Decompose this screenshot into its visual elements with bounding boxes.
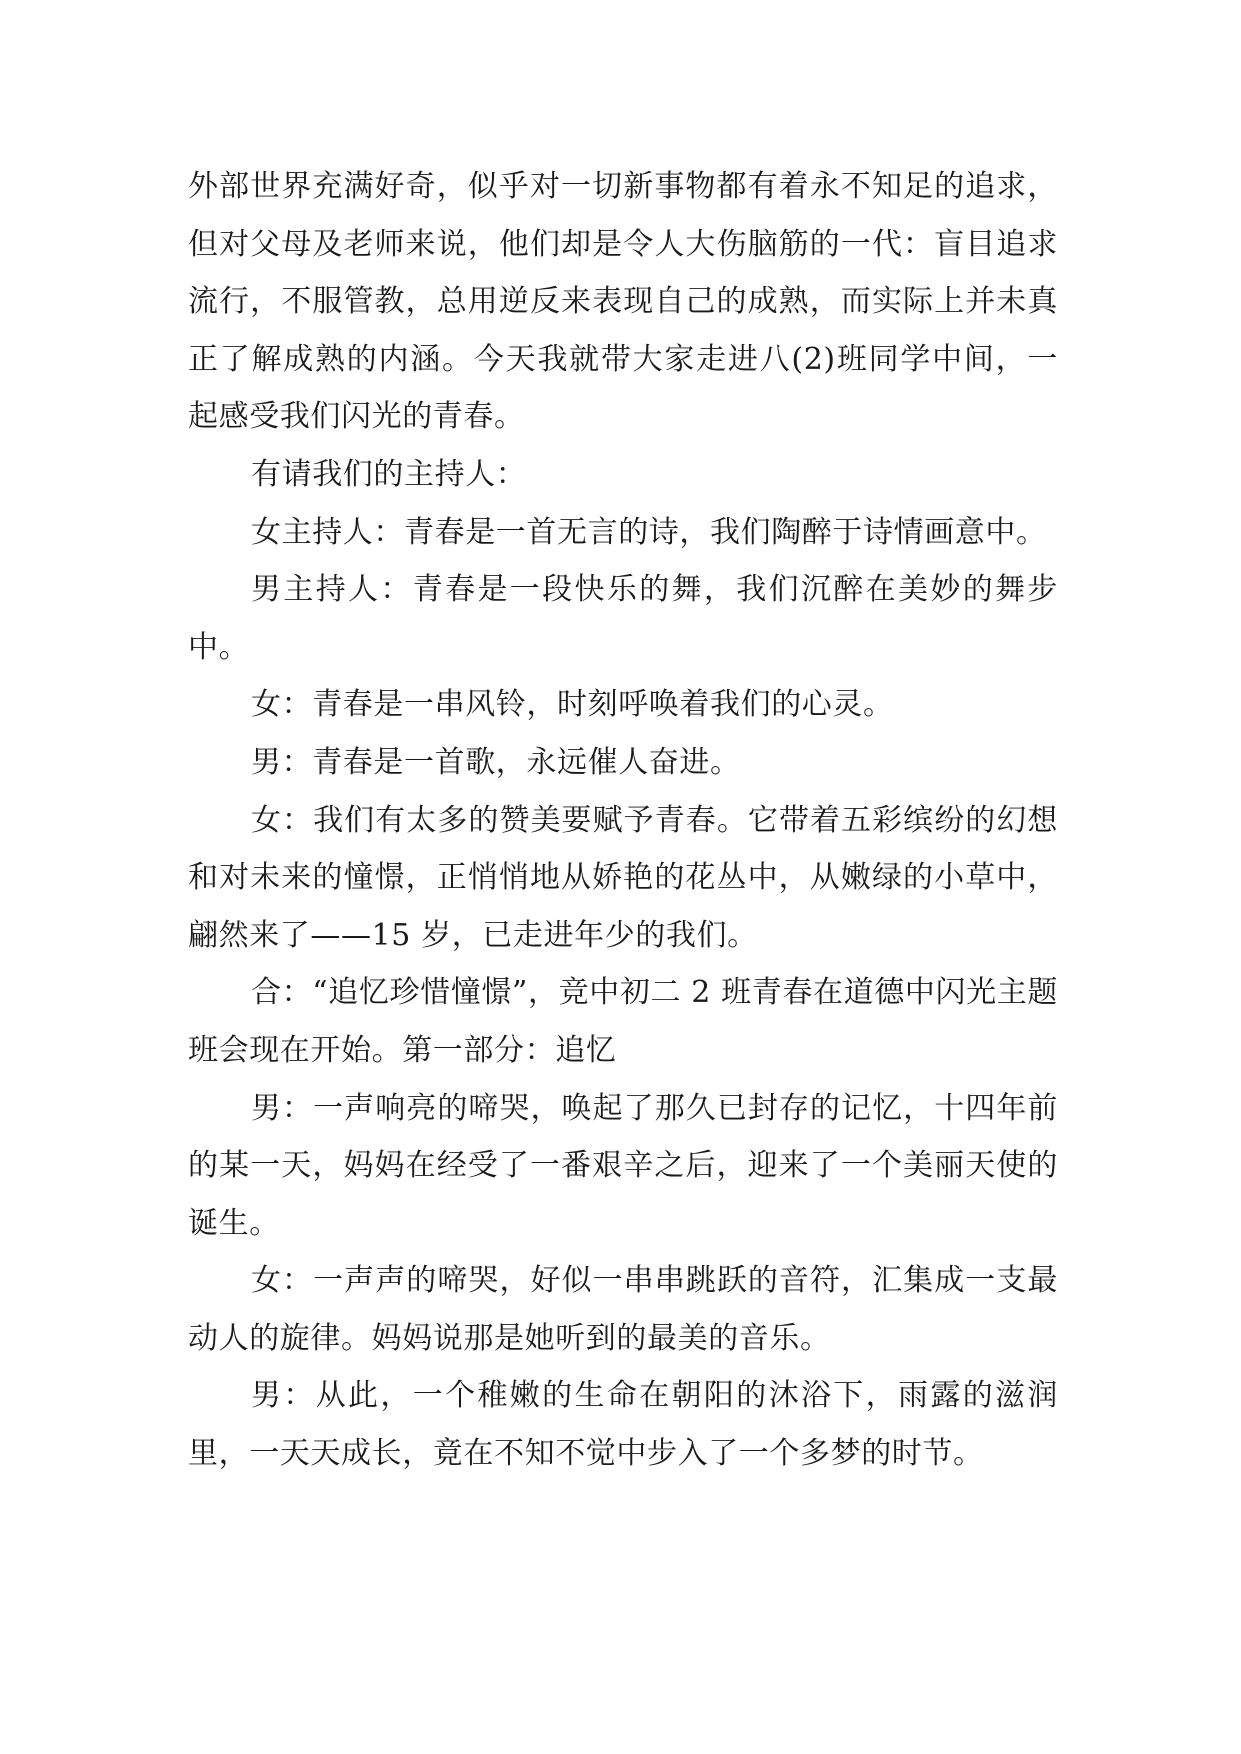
paragraph-intro: 外部世界充满好奇，似乎对一切新事物都有着永不知足的追求，但对父母及老师来说，他们却是令人大伤脑筋的一代：盲目追求流行，不服管教，总用逆反来表现自己的成熟，而实际上并未真正了解成熟的内涵。今天我就带大家走进八(2)班同学中间，一起感受我们闪光的青春。 — [188, 169, 1058, 435]
paragraph-female-4: 女：一声声的啼哭，好似一串串跳跃的音符，汇集成一支最动人的旋律。妈妈说那是她听到的最美的音乐。 — [188, 1263, 1058, 1356]
paragraph-invite-hosts: 有请我们的主持人： — [251, 456, 527, 492]
paragraph-male-host-1: 男主持人：青春是一段快乐的舞，我们沉醉在美妙的舞步中。 — [188, 572, 1058, 665]
paragraph-female-2: 女：青春是一串风铃，时刻呼唤着我们的心灵。 — [251, 687, 894, 723]
paragraph-together-opening: 合：“追忆珍惜憧憬”，竞中初二 2 班青春在道德中闪光主题班会现在开始。第一部分：追忆 — [188, 975, 1058, 1068]
paragraph-female-3: 女：我们有太多的赞美要赋予青春。它带着五彩缤纷的幻想和对未来的憧憬，正悄悄地从娇艳的花丛中，从嫩绿的小草中，翩然来了——15 岁，已走进年少的我们。 — [188, 802, 1058, 953]
paragraph-male-5: 男：从此，一个稚嫩的生命在朝阳的沐浴下，雨露的滋润里，一天天成长，竟在不知不觉中步入了一个多梦的时节。 — [188, 1378, 1058, 1472]
document-body — [188, 158, 1058, 1483]
paragraph-male-4: 男：一声响亮的啼哭，唤起了那久已封存的记忆，十四年前的某一天，妈妈在经受了一番艰辛之后，迎来了一个美丽天使的诞生。 — [188, 1090, 1058, 1241]
paragraph-female-host-1: 女主持人：青春是一首无言的诗，我们陶醉于诗情画意中。 — [251, 514, 1047, 550]
paragraph-male-2: 男：青春是一首歌，永远催人奋进。 — [251, 744, 741, 780]
